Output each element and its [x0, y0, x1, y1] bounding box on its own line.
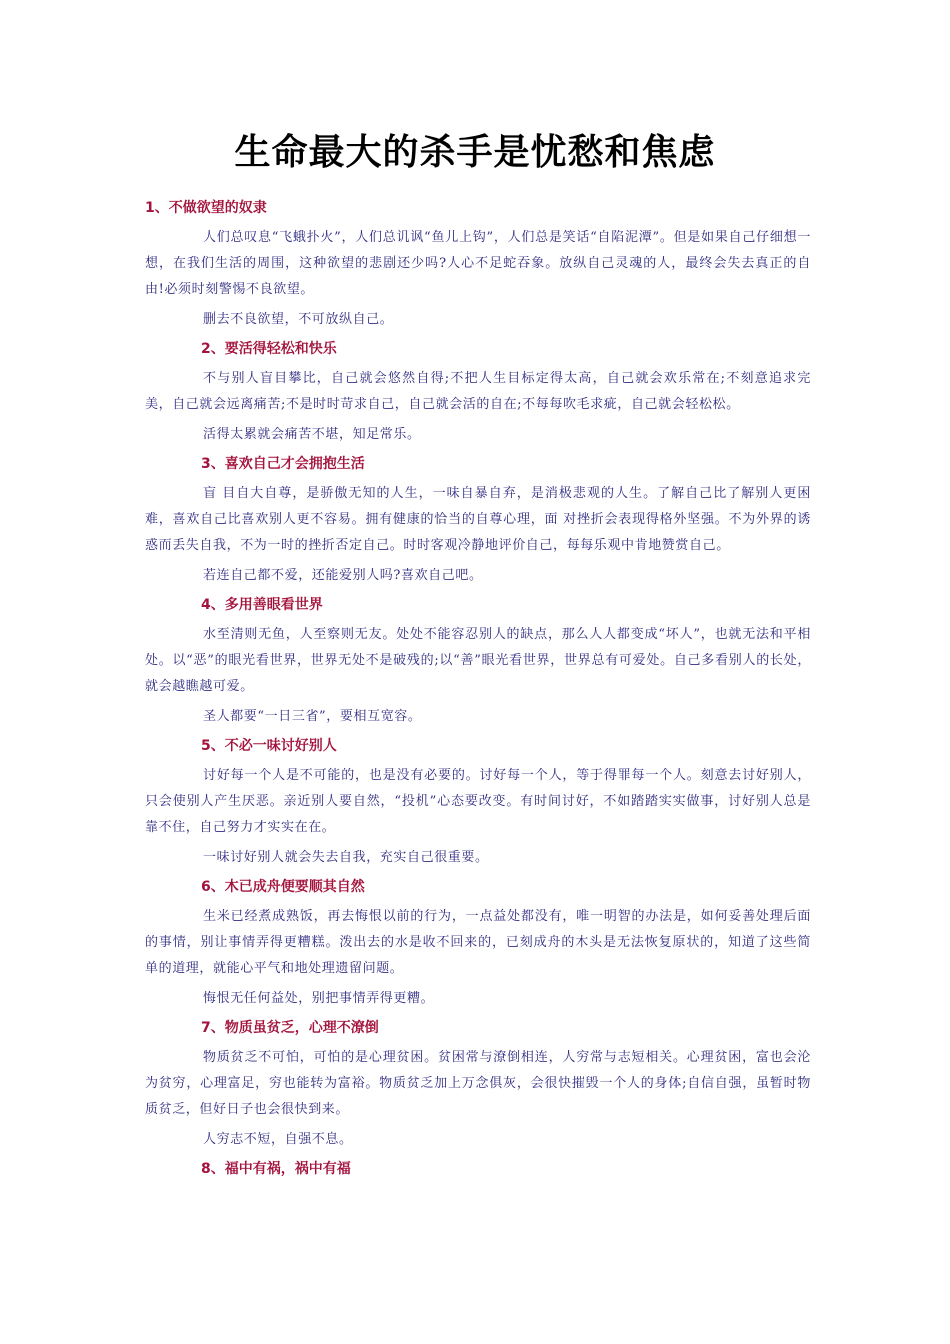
section-heading: 7、物质虽贫乏，心理不潦倒: [201, 1020, 379, 1036]
section-paragraph: 盲 目自大自尊，是骄傲无知的人生，一味自暴自弃，是消极悲观的人生。了解自己比了解别人更困难，喜欢自己比喜欢别人更不容易。拥有健康的恰当的自尊心理，面 对挫折会表现得格外坚强。不为外界的诱惑而丢失自我，不为一时的挫折否定自己。时时客观冷静地评价自己，每每乐观中肯地赞赏自己。: [145, 486, 811, 553]
section-paragraph: 讨好每一个人是不可能的，也是没有必要的。讨好每一个人，等于得罪每一个人。刻意去讨好别人，只会使别人产生厌恶。亲近别人要自然，“投机”心态要改变。有时间讨好，不如踏踏实实做事，讨好别人总是靠不住，自己努力才实实在在。: [145, 768, 811, 835]
section-summary: 若连自己都不爱，还能爱别人吗?喜欢自己吧。: [203, 568, 483, 583]
section-heading: 3、喜欢自己才会拥抱生活: [201, 456, 365, 472]
section-heading: 5、不必一味讨好别人: [201, 738, 337, 754]
section-paragraph: 生米已经煮成熟饭，再去悔恨以前的行为，一点益处都没有，唯一明智的办法是，如何妥善处理后面的事情，别让事情弄得更糟糕。泼出去的水是收不回来的，已刻成舟的木头是无法恢复原状的，知道了这些简单的道理，就能心平气和地处理遗留问题。: [145, 909, 811, 976]
section-summary: 一味讨好别人就会失去自我，充实自己很重要。: [203, 850, 489, 865]
section-paragraph: 水至清则无鱼，人至察则无友。处处不能容忍别人的缺点，那么人人都变成“坏人”，也就无法和平相处。以“恶”的眼光看世界，世界无处不是破残的;以“善”眼光看世界，世界总有可爱处。自己多看别人的长处，就会越瞧越可爱。: [145, 627, 811, 694]
section-summary: 圣人都要“一日三省”，要相互宽容。: [203, 709, 422, 724]
section-heading: 1、不做欲望的奴隶: [145, 200, 267, 216]
section-summary: 活得太累就会痛苦不堪，知足常乐。: [203, 427, 421, 442]
document-body: [145, 196, 811, 1186]
section-heading: 6、木已成舟便要顺其自然: [201, 879, 365, 895]
section-paragraph: 人们总叹息“飞蛾扑火”，人们总讥讽“鱼儿上钩”，人们总是笑话“自陷泥潭”。但是如果自己仔细想一想，在我们生活的周围，这种欲望的悲剧还少吗?人心不足蛇吞象。放纵自己灵魂的人，最终会失去真正的自由!必须时刻警惕不良欲望。: [145, 230, 811, 297]
document-title: 生命最大的杀手是忧愁和焦虑: [234, 132, 716, 173]
section-summary: 人穷志不短，自强不息。: [203, 1132, 353, 1147]
section-heading: 4、多用善眼看世界: [201, 597, 323, 613]
section-heading: 2、要活得轻松和快乐: [201, 341, 337, 357]
section-summary: 删去不良欲望，不可放纵自己。: [203, 312, 394, 327]
section-paragraph: 物质贫乏不可怕，可怕的是心理贫困。贫困常与潦倒相连，人穷常与志短相关。心理贫困，富也会沦为贫穷，心理富足，穷也能转为富裕。物质贫乏加上万念俱灰，会很快摧毁一个人的身体;自信自强，虽暂时物质贫乏，但好日子也会很快到来。: [145, 1050, 811, 1117]
section-summary: 悔恨无任何益处，别把事情弄得更糟。: [203, 991, 435, 1006]
section-heading: 8、福中有祸，祸中有福: [201, 1161, 351, 1177]
section-paragraph: 不与别人盲目攀比，自己就会悠然自得;不把人生目标定得太高，自己就会欢乐常在;不刻意追求完美，自己就会远离痛苦;不是时时苛求自己，自己就会活的自在;不每每吹毛求疵，自己就会轻松松。: [145, 371, 811, 412]
